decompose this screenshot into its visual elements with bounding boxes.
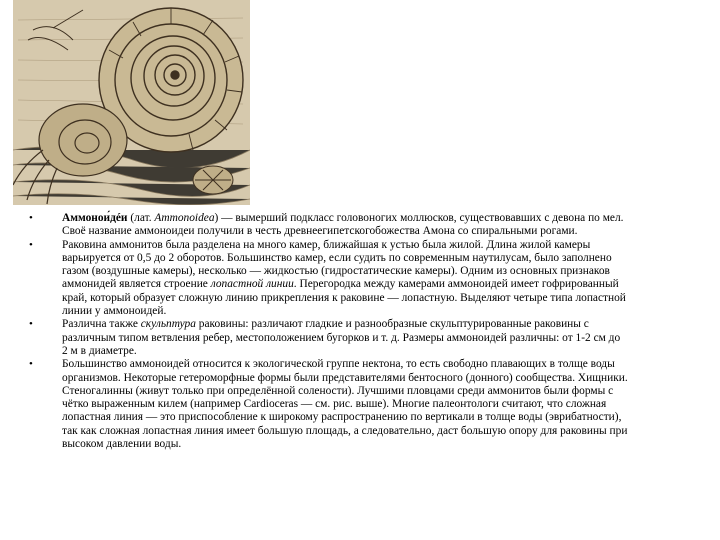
text-fragment: Большинство аммоноидей относится к экологической группе нектона, то есть свободно плавающих в толще воды организмов. Некоторые гетероморфные формы были представителями бентосного (донного) сообщества. Хищники. Стеногалинны (живут только при определённой солености). Лучшими пловцами среди аммонитов были формы с чётко выраженным килем (например Cardioceras — см. рис. выше). Многие палеонтологи считают, что сложная лопастная линия — это приспособление к широкому распространению по вертикали в толще воды (эврибатности), так как сложная лопастная линия имеет большую площадь, а следовательно, даст большую опору для раковины при высоком давлении воды. [62,358,628,451]
list-item [0,212,628,239]
term: Аммонои́дéи [62,212,128,224]
italic-term: скульптура [140,318,196,331]
text-fragment: Различна также [62,318,141,331]
text-fragment: (лат. [127,212,155,224]
latin-name: Ammonoidea [154,212,215,224]
text-fragment: ) — вымерший подкласс головоногих моллюсков, существовавших с девона по мел. Своё название аммоноидеи получили в честь древнеегипетскогобожества Амона со спиральными рогами. [62,212,624,238]
bullet-marker: • [29,212,33,224]
text-fragment: . Перегородка между камерами аммоноидей имеет гофрированный край, который образует сложную линию прикрепления к раковине — лопастную. Выделяют четыре типа лопастной линии у аммоноидей. [62,278,626,318]
list-item [0,318,628,358]
list-item [0,358,628,451]
bullet-marker: • [29,358,33,371]
ammonite-illustration [13,0,250,205]
bullet-marker: • [29,318,33,331]
italic-term: лопастной линии [210,278,294,291]
text-fragment: Раковина аммонитов была разделена на много камер, ближайшая к устью была жилой. Длина жилой камеры варьируется от 0,5 до 2 оборотов. Большинство камер, если судить по современным наутилусам, было заполнено газом (воздушные камеры), несколько — жидкостью (гидростатические камеры). Одним из основных признаков аммонидей является строение [62,238,612,291]
list-item [0,239,628,319]
bullet-list [0,212,720,451]
text-fragment: раковины: различают гладкие и разнообразные скульптурированные раковины с различным типом ветвления ребер, местоположением бугорков и т. д. Размеры аммоноидей различны: от 1-2 см до 2 м в диаметре. [62,318,621,357]
bullet-marker: • [29,238,33,251]
